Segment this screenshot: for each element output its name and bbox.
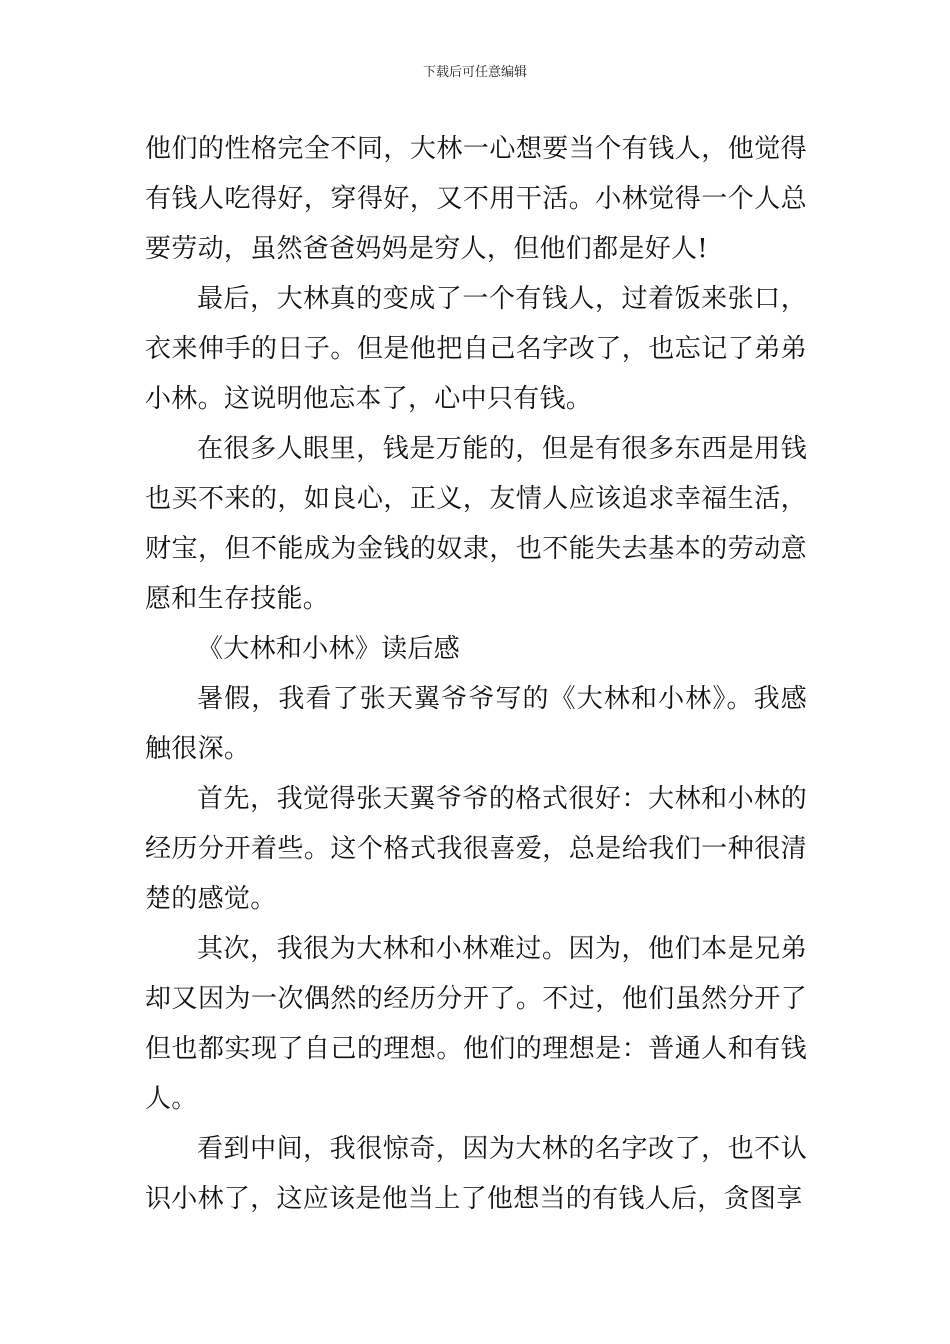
document-body	[145, 124, 807, 1224]
paragraph-1: 他们的性格完全不同，大林一心想要当个有钱人，他觉得有钱人吃得好，穿得好，又不用干活。小林觉得一个人总要劳动，虽然爸爸妈妈是穷人，但他们都是好人!	[145, 134, 807, 264]
paragraph-3: 在很多人眼里，钱是万能的，但是有很多东西是用钱也买不来的，如良心，正义，友情人应该追求幸福生活，财宝，但不能成为金钱的奴隶，也不能失去基本的劳动意愿和生存技能。	[145, 434, 807, 614]
paragraph-2: 最后，大林真的变成了一个有钱人，过着饭来张口，衣来伸手的日子。但是他把自己名字改了，也忘记了弟弟小林。这说明他忘本了，心中只有钱。	[145, 284, 807, 414]
section-title: 《大林和小林》读后感	[197, 634, 461, 664]
paragraph-7: 看到中间，我很惊奇，因为大林的名字改了，也不认识小林了，这应该是他当上了他想当的有钱人后，贪图享	[145, 1134, 807, 1214]
paragraph-6: 其次，我很为大林和小林难过。因为，他们本是兄弟却又因为一次偶然的经历分开了。不过，他们虽然分开了但也都实现了自己的理想。他们的理想是：普通人和有钱人。	[145, 934, 807, 1114]
page-header-note: 下载后可任意编辑	[422, 65, 527, 80]
paragraph-5: 首先，我觉得张天翼爷爷的格式很好：大林和小林的经历分开着些。这个格式我很喜爱，总是给我们一种很清楚的感觉。	[145, 784, 807, 914]
paragraph-4: 暑假，我看了张天翼爷爷写的《大林和小林》。我感触很深。	[145, 684, 807, 764]
